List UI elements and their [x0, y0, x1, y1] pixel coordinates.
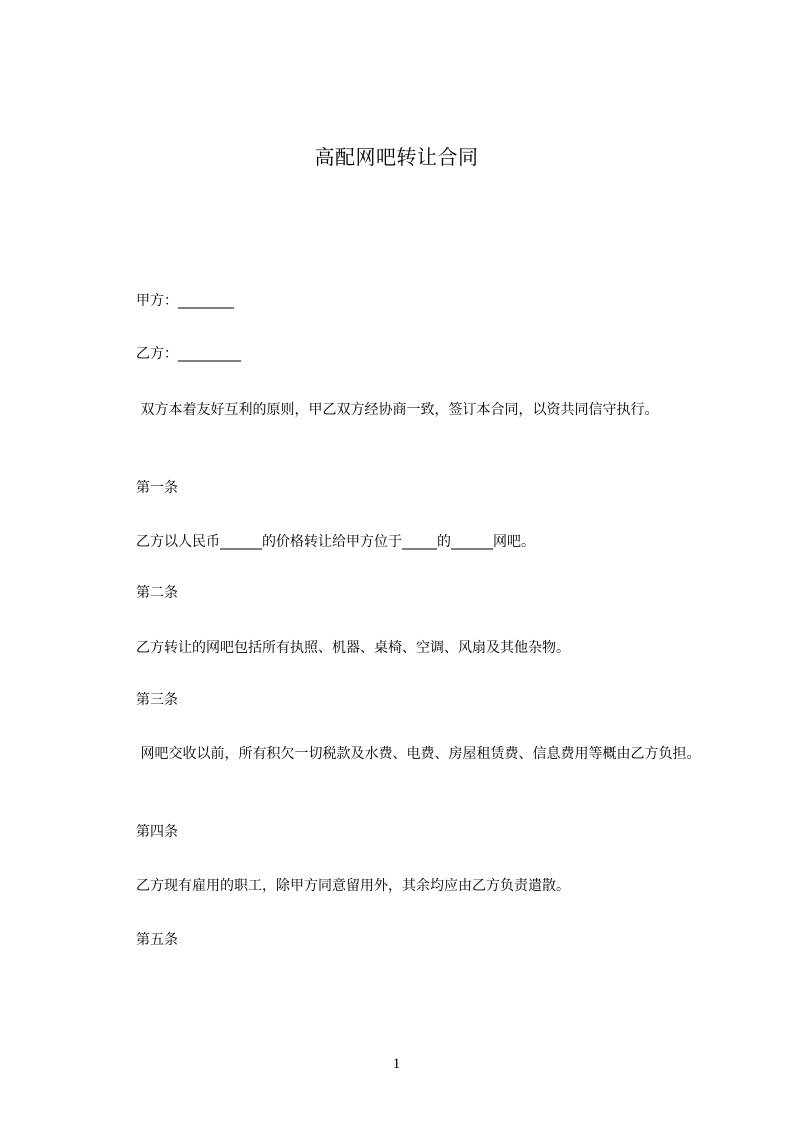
article-5-heading: 第五条: [136, 932, 178, 948]
article-4-heading: 第四条: [136, 824, 178, 840]
article-1-text: 乙方以人民币______的价格转让给甲方位于_____的______网吧。: [136, 534, 535, 550]
article-3-heading: 第三条: [136, 692, 178, 708]
article-1-heading: 第一条: [136, 480, 178, 496]
page-number: 1: [392, 1056, 401, 1072]
party-a-line: 甲方：________: [136, 293, 234, 309]
contract-title: 高配网吧转让合同: [314, 145, 479, 169]
party-b-line: 乙方：_________: [136, 346, 241, 362]
article-3-text: 网吧交收以前，所有积欠一切税款及水费、电费、房屋租赁费、信息费用等概由乙方负担。: [136, 746, 701, 762]
article-2-heading: 第二条: [136, 585, 178, 601]
preamble-paragraph: 双方本着友好互利的原则，甲乙双方经协商一致，签订本合同，以资共同信守执行。: [136, 402, 659, 418]
article-4-text: 乙方现有雇用的职工，除甲方同意留用外，其余均应由乙方负责遣散。: [136, 878, 570, 894]
article-2-text: 乙方转让的网吧包括所有执照、机器、桌椅、空调、风扇及其他杂物。: [136, 640, 570, 656]
